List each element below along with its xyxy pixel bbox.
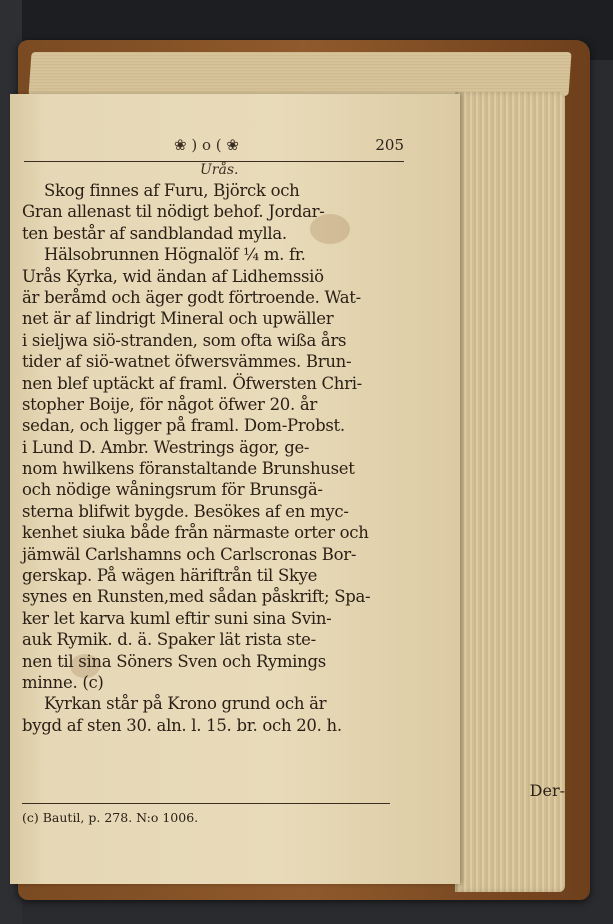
text-line: Gran allenast til nödigt behof. Jordar- — [22, 202, 325, 222]
text-line: synes en Runsten,med sådan påskrift; Spa- — [22, 587, 371, 607]
text-line: bygd af sten 30. aln. l. 15. br. och 20. h. — [22, 715, 342, 735]
text-line: minne. (c) — [22, 672, 104, 692]
page-stack-edge — [455, 92, 565, 892]
catchword: Der- — [529, 781, 565, 800]
text-line: Skog finnes af Furu, Björck och — [44, 181, 300, 200]
text-line: ten består af sandblandad mylla. — [22, 223, 287, 243]
text-line: och nödige wåningsrum för Brunsgä- — [22, 480, 323, 500]
text-line: nen blef uptäckt af framl. Öfwersten Chri- — [22, 373, 362, 393]
text-line: ker let karva kuml eftir suni sina Svin- — [22, 608, 332, 628]
page-number: 205 — [375, 136, 404, 154]
text-line: gerskap. På wägen häriftrån til Skye — [22, 566, 318, 586]
text-line: net är af lindrigt Mineral och upwäller — [22, 309, 334, 329]
text-line: i Lund D. Ambr. Westrings ägor, ge- — [22, 437, 310, 457]
text-line: i sieljwa siö-stranden, som ofta wißa års — [22, 330, 347, 350]
text-line: stopher Boije, för något öfwer 20. år — [22, 394, 318, 414]
text-line: Hälsobrunnen Högnalöf ¼ m. fr. — [44, 245, 306, 265]
header-ornament: ❀ ) o ( ❀ — [174, 136, 239, 154]
text-line: Urås Kyrka, wid ändan af Lidhemssiö — [22, 266, 324, 286]
body-text — [22, 180, 406, 736]
text-line: sedan, och ligger på framl. Dom-Probst. — [22, 416, 345, 436]
text-line: auk Rymik. d. ä. Spaker lät rista ste- — [22, 630, 316, 650]
section-title: Urås. — [200, 162, 239, 178]
text-line: Kyrkan står på Krono grund och är — [44, 694, 327, 714]
text-line: är beråmd och äger godt förtroende. Wat- — [22, 287, 361, 307]
text-line: nom hwilkens föranstaltande Brunshuset — [22, 459, 355, 479]
text-line: nen til sina Söners Sven och Rymings — [22, 651, 326, 671]
text-line: kenhet siuka både från närmaste orter och — [22, 523, 369, 543]
footnote: (c) Bautil, p. 278. N:o 1006. — [22, 810, 199, 825]
footnote-rule — [22, 803, 390, 804]
text-line: jämwäl Carlshamns och Carlscronas Bor- — [22, 544, 357, 564]
book-top-edge — [28, 52, 571, 96]
page-header — [24, 134, 404, 158]
text-line: sterna blifwit bygde. Besökes af en myc- — [22, 501, 349, 521]
text-line: tider af siö-watnet öfwersvämmes. Brun- — [22, 352, 352, 372]
